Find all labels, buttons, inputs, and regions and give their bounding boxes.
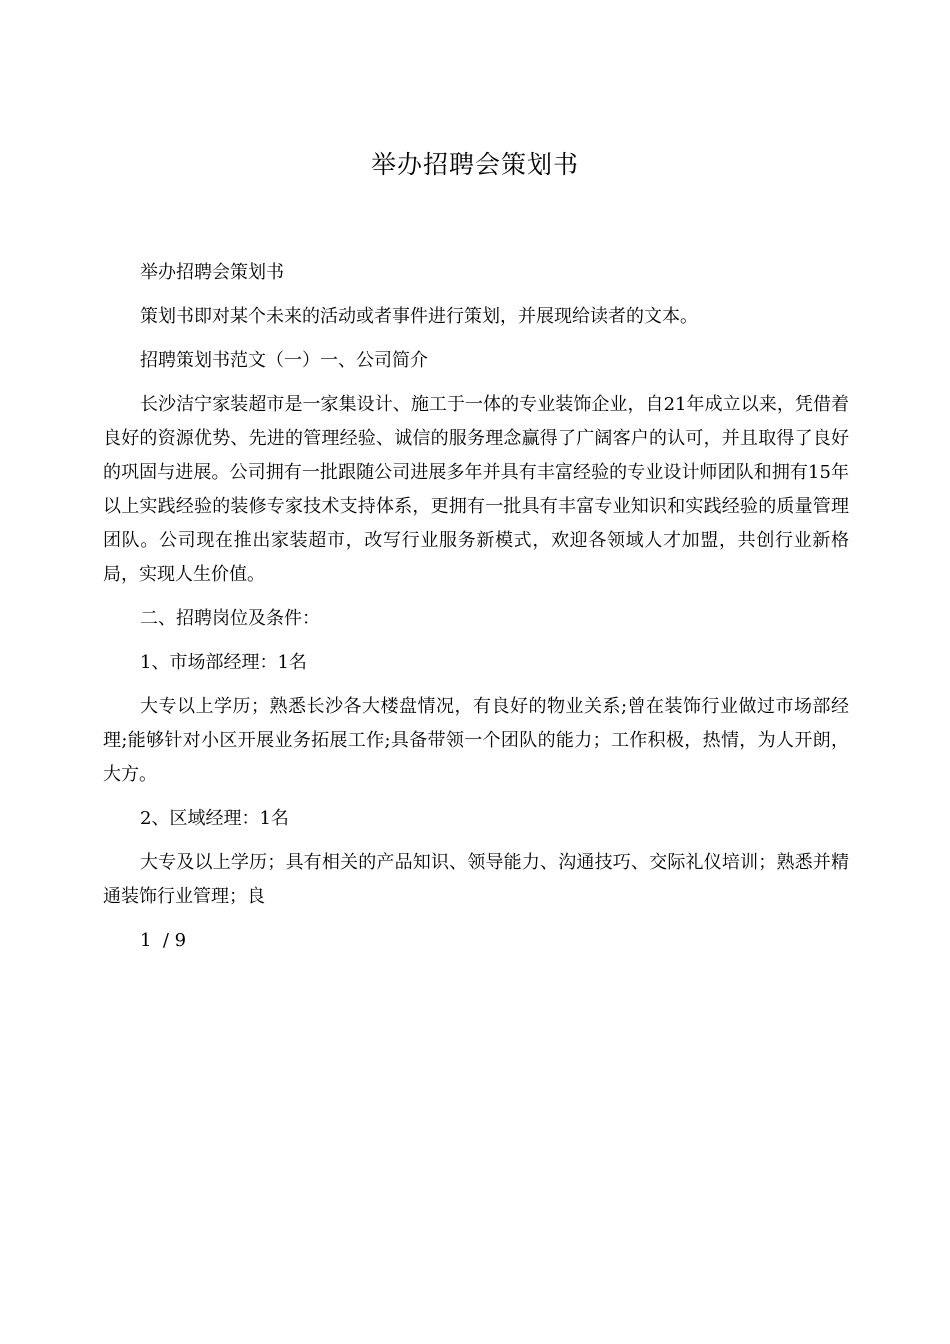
paragraph-company-profile: 长沙洁宁家装超市是一家集设计、施工于一体的专业装饰企业，自21年成立以来，凭借着良好的资源优势、先进的管理经验、诚信的服务理念赢得了广阔客户的认可，并且取得了良好的巩固与进展。公司拥有一批跟随公司进展多年并具有丰富经验的专业设计师团队和拥有15年以上实践经验的装修专家技术支持体系，更拥有一批具有丰富专业知识和实践经验的质量管理团队。公司现在推出家装超市，改写行业服务新模式，欢迎各领域人才加盟，共创行业新格局，实现人生价值。 [103, 394, 849, 585]
paragraph-position-one: 1、市场部经理：1名 [140, 652, 307, 673]
paragraph-position-one-requirements: 大专以上学历；熟悉长沙各大楼盘情况，有良好的物业关系;曾在装饰行业做过市场部经理;能够针对小区开展业务拓展工作;具备带领一个团队的能力；工作积极，热情，为人开朗，大方。 [103, 696, 849, 785]
paragraph-section-two: 二、招聘岗位及条件： [140, 608, 320, 629]
document-title: 举办招聘会策划书 [370, 150, 579, 179]
paragraph-position-two-requirements: 大专及以上学历；具有相关的产品知识、领导能力、沟通技巧、交际礼仪培训；熟悉并精通装饰行业管理；良 [103, 852, 849, 907]
page-number: 1 / 9 [140, 930, 187, 951]
paragraph-heading: 举办招聘会策划书 [140, 262, 284, 283]
paragraph-section-one: 招聘策划书范文（一）一、公司简介 [140, 350, 428, 371]
document-body [103, 256, 849, 958]
paragraph-position-two: 2、区域经理：1名 [140, 808, 289, 829]
paragraph-intro: 策划书即对某个未来的活动或者事件进行策划，并展现给读者的文本。 [140, 306, 698, 327]
